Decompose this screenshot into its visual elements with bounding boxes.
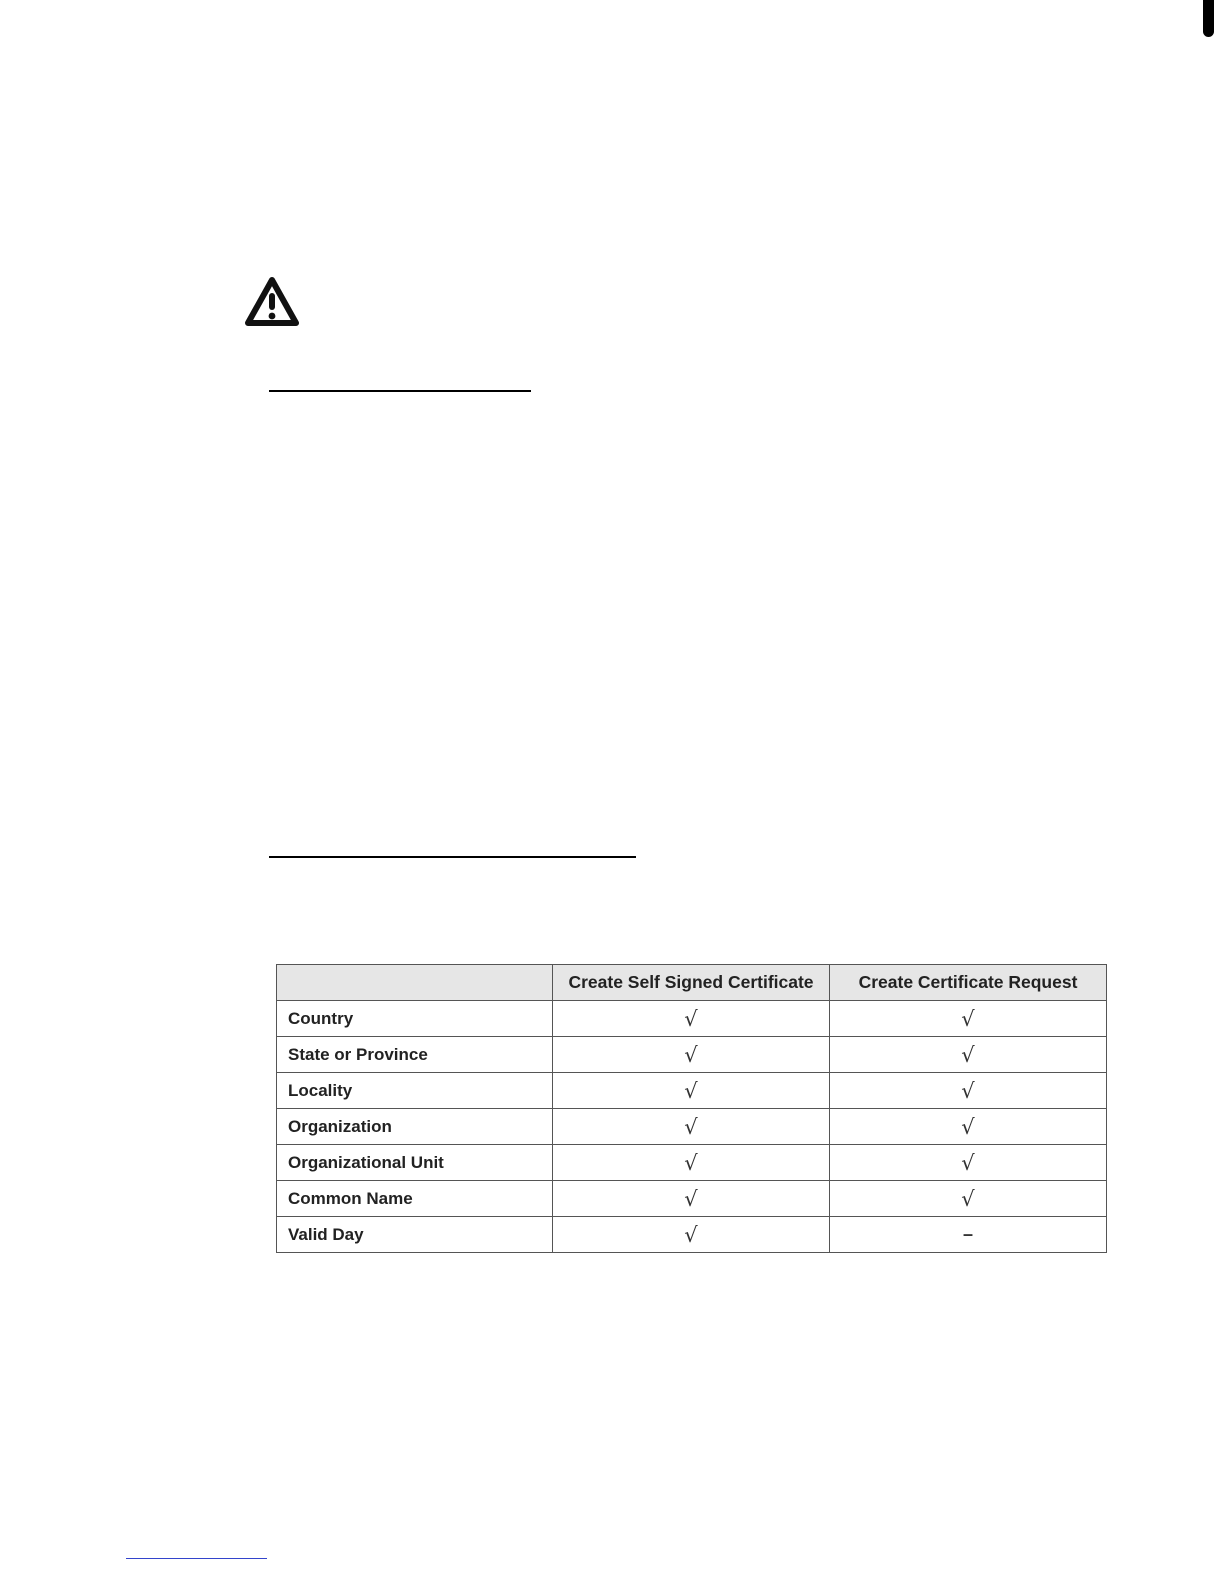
row-label: Locality — [277, 1073, 553, 1109]
table-row — [277, 1109, 1107, 1145]
row-label: State or Province — [277, 1037, 553, 1073]
table-header-blank — [277, 965, 553, 1001]
page-edge-marker — [1203, 0, 1214, 37]
table-row — [277, 1145, 1107, 1181]
table-row — [277, 1181, 1107, 1217]
section-heading-underline-1 — [269, 390, 531, 392]
self-signed-check: √ — [553, 1217, 830, 1253]
warning-triangle-icon — [244, 276, 300, 328]
table-row — [277, 1073, 1107, 1109]
request-check: √ — [830, 1073, 1107, 1109]
table-header-self-signed: Create Self Signed Certificate — [553, 965, 830, 1001]
table-row — [277, 1037, 1107, 1073]
request-not-applicable: – — [830, 1217, 1107, 1253]
row-label: Common Name — [277, 1181, 553, 1217]
self-signed-check: √ — [553, 1001, 830, 1037]
table-row — [277, 1001, 1107, 1037]
request-check: √ — [830, 1181, 1107, 1217]
request-check: √ — [830, 1109, 1107, 1145]
footer-link-underline[interactable] — [126, 1558, 267, 1559]
self-signed-check: √ — [553, 1145, 830, 1181]
row-label: Country — [277, 1001, 553, 1037]
request-check: √ — [830, 1037, 1107, 1073]
request-check: √ — [830, 1145, 1107, 1181]
row-label: Valid Day — [277, 1217, 553, 1253]
section-heading-underline-2 — [269, 856, 636, 858]
request-check: √ — [830, 1001, 1107, 1037]
self-signed-check: √ — [553, 1181, 830, 1217]
table-header-row — [277, 965, 1107, 1001]
table-header-request: Create Certificate Request — [830, 965, 1107, 1001]
certificate-fields-table — [276, 964, 1107, 1253]
self-signed-check: √ — [553, 1109, 830, 1145]
row-label: Organization — [277, 1109, 553, 1145]
self-signed-check: √ — [553, 1073, 830, 1109]
table-row — [277, 1217, 1107, 1253]
self-signed-check: √ — [553, 1037, 830, 1073]
row-label: Organizational Unit — [277, 1145, 553, 1181]
